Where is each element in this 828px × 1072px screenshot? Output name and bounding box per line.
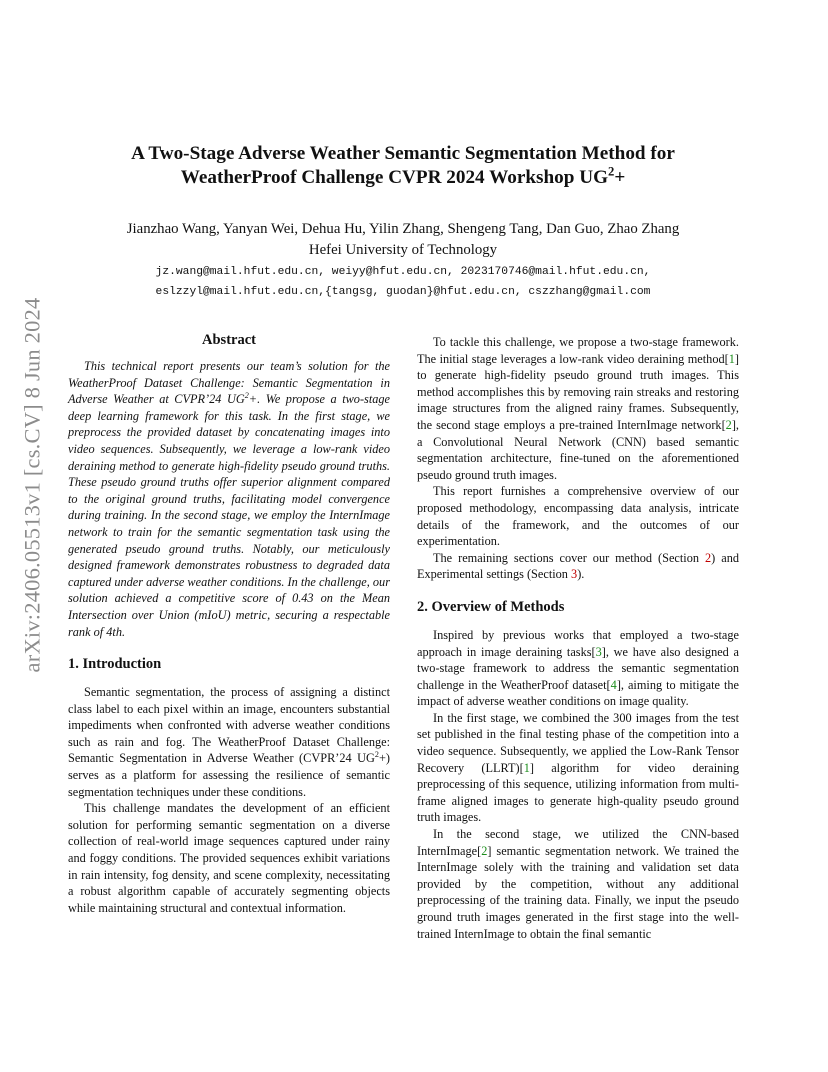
paper-title xyxy=(80,142,726,190)
intro-paragraph-2: This challenge mandates the development of an efficient solution for performing semantic segmentation on a diverse collection of real-world image sequences captured under rainy and foggy conditions. The provided sequences exhibit variations in rain intensity, fog density, and scene complexity, necessitating a robust algorithm capable of accurately segmenting objects while maintaining structural and contextual information. xyxy=(68,801,390,915)
citation-link[interactable]: 2 xyxy=(725,417,732,432)
abstract-section xyxy=(68,330,390,640)
citation-link[interactable]: 2 xyxy=(481,843,488,858)
intro-paragraph-5: The remaining sections cover our method (Section 2) and Experimental settings (Section 3). xyxy=(417,550,740,582)
arxiv-sidebar xyxy=(10,260,54,710)
citation-link[interactable]: 1 xyxy=(728,351,735,366)
methods-paragraph-1: Inspired by previous works that employed a two-stage approach in image deraining tasks[3], we have also designed a two-stage framework to address the semantic segmentation challenge in the WeatherProof dataset[4], aiming to mitigate the impact of adverse weather conditions on image quality. xyxy=(417,627,739,709)
introduction-heading: 1. Introduction xyxy=(68,656,162,673)
section-ref-link[interactable]: 2 xyxy=(705,550,712,565)
author-list: Jianzhao Wang, Yanyan Wei, Dehua Hu, Yilin Zhang, Shengeng Tang, Dan Guo, Zhao Zhang xyxy=(126,221,680,237)
abstract-heading: Abstract xyxy=(202,332,256,348)
email-line-1: jz.wang@mail.hfut.edu.cn, weiyy@hfut.edu.cn, 2023170746@mail.hfut.edu.cn, xyxy=(155,266,651,278)
email-line-2: eslzzyl@mail.hfut.edu.cn,{tangsg, guodan}@hfut.edu.cn, cszzhang@gmail.com xyxy=(155,286,651,298)
section-ref-link[interactable]: 3 xyxy=(571,567,578,582)
abstract-text: This technical report presents our team’s solution for the WeatherProof Dataset Challenge: Semantic Segmentation in Adverse Weather at CVPR’24 $UG^2+$. We propose a two-stage deep learning framework for this task. In the first stage, we preprocess the provided dataset by concatenating images into video sequences. Subsequently, we leverage a low-rank video deraining method to generate high-fidelity pseudo ground truths. These pseudo ground truths offer superior alignment compared to the original ground truths, facilitating model convergence during training. In the second stage, we employ the InternImage network to train for the semantic segmentation task using the generated pseudo ground truths. Notably, our meticulously designed framework demonstrates robustness to degraded data captured under adverse weather conditions. In the challenge, our solution achieved a competitive score of 0.43 on the Mean Intersection over Union (mIoU) metric, securing a respectable rank of 4th. xyxy=(68,359,391,639)
title-line-1: A Two-Stage Adverse Weather Semantic Segmentation Method for xyxy=(131,143,675,164)
methods-heading: 2. Overview of Methods xyxy=(417,598,565,615)
arxiv-identifier: arXiv:2406.05513v1 [cs.CV] 8 Jun 2024 xyxy=(19,297,44,673)
citation-link[interactable]: 4 xyxy=(610,677,617,692)
title-line-2: WeatherProof Challenge CVPR 2024 Workshop $UG^2+$ xyxy=(180,164,626,188)
methods-paragraph-3: In the second stage, we utilized the CNN-based InternImage[2] semantic segmentation network. We trained the InternImage solely with the training and validation set data provided by the competition, without any additional preprocessing of the training data. Finally, we input the pseudo ground truth images generated in the first stage into the well-trained InternImage to obtain the final semantic xyxy=(417,827,739,941)
left-column xyxy=(68,330,390,916)
author-block xyxy=(60,219,746,261)
citation-link[interactable]: 1 xyxy=(523,760,530,775)
intro-paragraph-1: Semantic segmentation, the process of assigning a distinct class label to each pixel within an image, encounters substantial impediments when confronted with adverse weather conditions such as rain and fog. The WeatherProof Dataset Challenge: Semantic Segmentation in Adverse Weather (CVPR’24 $UG^2+$) serves as a platform for assessing the resilience of semantic segmentation techniques under these conditions. xyxy=(68,685,390,799)
methods-paragraph-2: In the first stage, we combined the 300 images from the test set published in the final testing phase of the competition into a video sequence. Subsequently, we applied the Low-Rank Tensor Recovery (LLRT)[1] algorithm for video deraining preprocessing of this sequence, utilizing information from multi-frame aligned images to generate high-quality pseudo ground truth images. xyxy=(417,710,739,825)
email-block xyxy=(60,262,746,302)
intro-paragraph-3: To tackle this challenge, we propose a two-stage framework. The initial stage leverages a low-rank video deraining method[1] to generate high-fidelity pseudo ground truth images. This method accomplishes this by removing rain streaks and restoring image structures from the aligned rainy frames. Subsequently, the second stage employs a pre-trained InternImage network[2], a Convolutional Neural Network (CNN) based semantic segmentation architecture, fine-tuned on the aforementioned pseudo ground truth images. xyxy=(417,335,739,482)
intro-paragraph-4: This report furnishes a comprehensive overview of our proposed methodology, encompassing data analysis, intricate details of the framework, and the outcomes of our experimentation. xyxy=(417,484,739,549)
introduction-section xyxy=(68,654,390,916)
citation-link[interactable]: 3 xyxy=(595,644,602,659)
right-column xyxy=(417,334,739,942)
affiliation: Hefei University of Technology xyxy=(308,242,498,258)
